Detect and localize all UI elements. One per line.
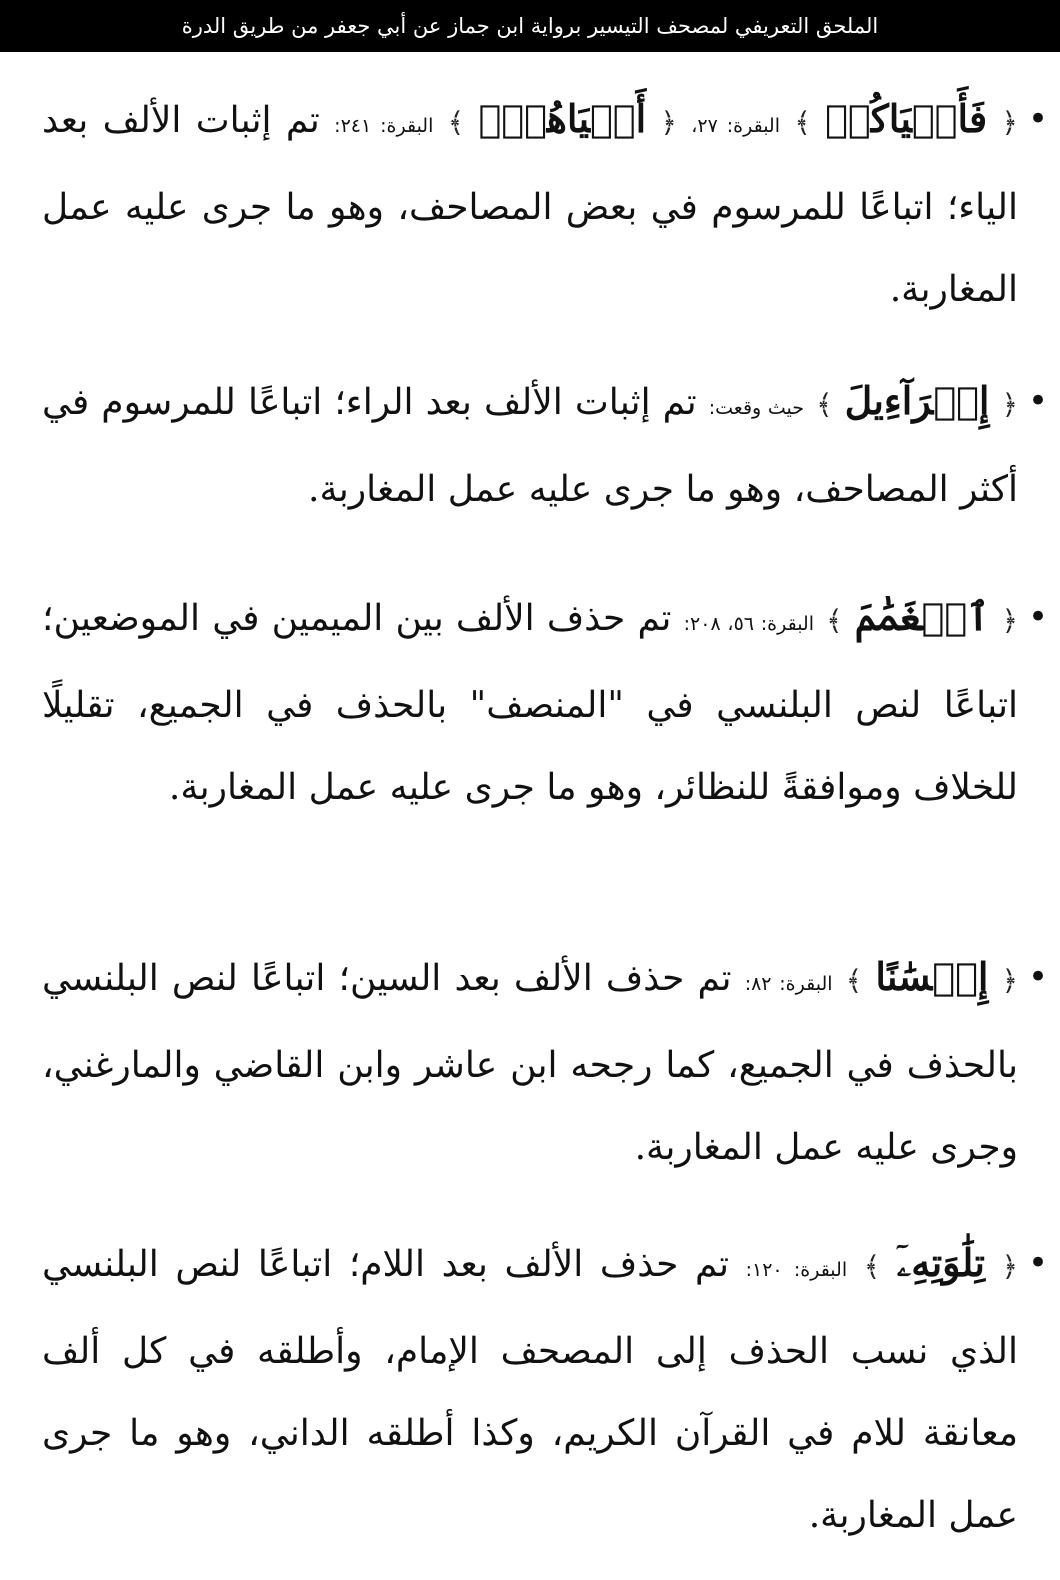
ornament-open-icon: ﴿ [1001,106,1018,139]
ornament-close-icon: ﴾ [816,388,833,421]
ornament-close-icon: ﴾ [794,106,811,139]
quran-word: فَأَحۡيَاكُمۡ [825,96,988,141]
ornament-open-icon: ﴿ [1001,1250,1018,1283]
bullet-icon: • [1027,597,1048,637]
quran-word: أَحۡيَاهُمۡۚ [478,96,647,141]
ornament-open-icon: ﴿ [660,106,677,139]
entry-body: تم حذف الألف بعد اللام؛ اتباعًا لنص البلنسي الذي نسب الحذف إلى المصحف الإمام، وأطلقه في كل ألف معانقة للام في القرآن الكريم، وكذا أطلقه الداني، وهو ما جرى عمل المغاربة. [42,1244,1018,1536]
bullet-icon: • [1027,99,1048,139]
entries-list [0,52,1060,1580]
entry-body: تم إثبات الألف بعد الراء؛ اتباعًا للمرسوم في أكثر المصاحف، وهو ما جرى عليه عمل المغاربة. [42,382,1018,510]
list-item [42,1222,1048,1557]
header-title: الملحق التعريفي لمصحف التيسير برواية ابن جماز عن أبي جعفر من طريق الدرة [181,14,879,38]
ornament-open-icon: ﴿ [1001,604,1018,637]
ornament-close-icon: ﴾ [863,1250,881,1283]
bullet-icon: • [1027,957,1048,997]
verse-reference: البقرة: ٥٦، ٢٠٨: [683,613,814,635]
verse-reference: البقرة: ٢٤١: [334,115,434,137]
page-header [0,0,1060,52]
ornament-close-icon: ﴾ [447,106,465,139]
quran-word: تِلَٰوَتِهِۦٓ [896,1240,985,1285]
ornament-close-icon: ﴾ [845,964,863,997]
quran-word: ٱلۡغَمَٰمَ [854,594,990,639]
ornament-open-icon: ﴿ [1001,964,1019,997]
bullet-icon: • [1027,381,1048,421]
list-item [42,78,1048,331]
list-item [42,360,1048,531]
ornament-close-icon: ﴾ [826,604,843,637]
entry-body: تم إثبات الألف بعد الياء؛ اتباعًا للمرسوم في بعض المصاحف، وهو ما جرى عليه عمل المغاربة. [42,100,1018,310]
verse-reference: البقرة: ١٢٠: [745,1259,848,1281]
entry-body: تم حذف الألف بين الميمين في الموضعين؛ اتباعًا لنص البلنسي في "المنصف" بالحذف في الجميع، تقليلًا للخلاف وموافقةً للنظائر، وهو ما جرى عليه عمل المغاربة. [42,598,1018,808]
verse-reference: حيث وقعت: [708,397,805,419]
list-item [42,576,1048,829]
ornament-open-icon: ﴿ [1001,388,1018,421]
quran-word: إِحۡسَٰنًا [875,954,989,999]
entry-body: تم حذف الألف بعد السين؛ اتباعًا لنص البلنسي بالحذف في الجميع، كما رجحه ابن عاشر وابن القاضي والمارغني، وجرى عليه عمل المغاربة. [42,958,1018,1168]
verse-reference: البقرة: ٢٧، [691,115,781,137]
list-item [42,936,1048,1189]
bullet-icon: • [1027,1243,1048,1283]
quran-word: إِسۡرَآءِيلَ [844,378,990,423]
verse-reference: البقرة: ٨٢: [744,973,833,995]
